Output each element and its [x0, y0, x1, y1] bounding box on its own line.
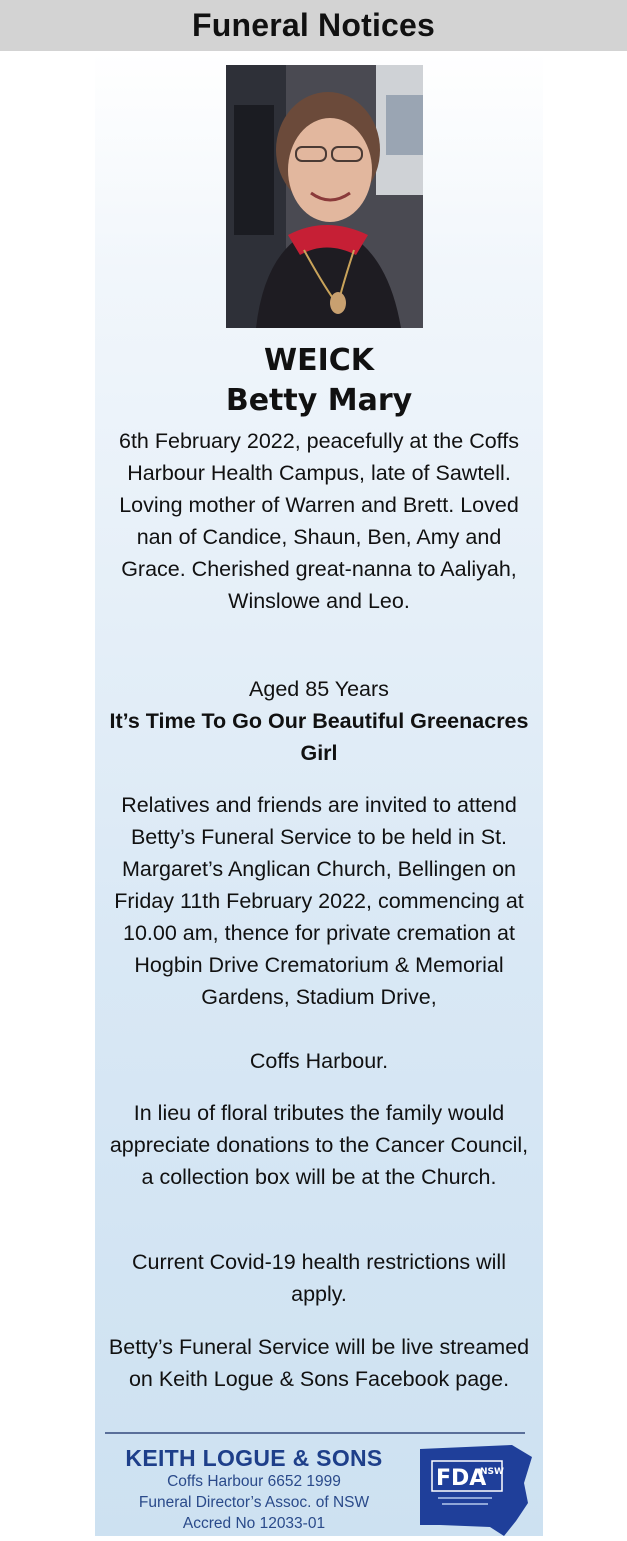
logo-nsw-text: NSW	[480, 1467, 504, 1477]
age-line: Aged 85 Years	[249, 677, 389, 701]
livestream-notice: Betty’s Funeral Service will be live streamed on Keith Logue & Sons Facebook page.	[108, 1335, 530, 1391]
service-details-paragraph: Relatives and friends are invited to attend Betty’s Funeral Service to be held in St. Margaret’s Anglican Church, Bellingen on Friday 11th February 2022, commencing at 10.00 am, thence for private cremation at Hogbin Drive Crematorium & Memorial Gardens, Stadium Drive,	[114, 793, 524, 1009]
logo-fda-text: FDA	[436, 1466, 487, 1491]
donations-paragraph: In lieu of floral tributes the family would appreciate donations to the Cancer Council, a collection box will be at the Church.	[109, 1101, 529, 1189]
death-announcement-paragraph: 6th February 2022, peacefully at the Coffs Harbour Health Campus, late of Sawtell. Loving mother of Warren and Brett. Loved nan of Candice, Shaun, Ben, Amy and Grace. Cherished great-nanna to Aaliyah, Winslowe and Leo.	[119, 429, 519, 613]
section-header	[0, 0, 627, 51]
tribute-line: It’s Time To Go Our Beautiful Greenacres Girl	[109, 709, 529, 765]
footer-divider	[105, 1432, 525, 1434]
covid-notice: Current Covid-19 health restrictions will apply.	[131, 1250, 506, 1306]
deceased-given-names: Betty Mary	[225, 383, 413, 418]
fda-nsw-logo	[420, 1443, 532, 1536]
funeral-director-accreditation: Accred No 12033-01	[182, 1515, 326, 1532]
section-title: Funeral Notices	[191, 7, 436, 43]
service-location-end: Coffs Harbour.	[249, 1049, 389, 1073]
funeral-director-association: Funeral Director’s Assoc. of NSW	[138, 1494, 370, 1511]
portrait-photo	[226, 65, 423, 328]
funeral-director-name: KEITH LOGUE & SONS	[125, 1445, 383, 1471]
deceased-surname: WEICK	[263, 343, 374, 378]
funeral-director-phone: Coffs Harbour 6652 1999	[167, 1473, 341, 1490]
